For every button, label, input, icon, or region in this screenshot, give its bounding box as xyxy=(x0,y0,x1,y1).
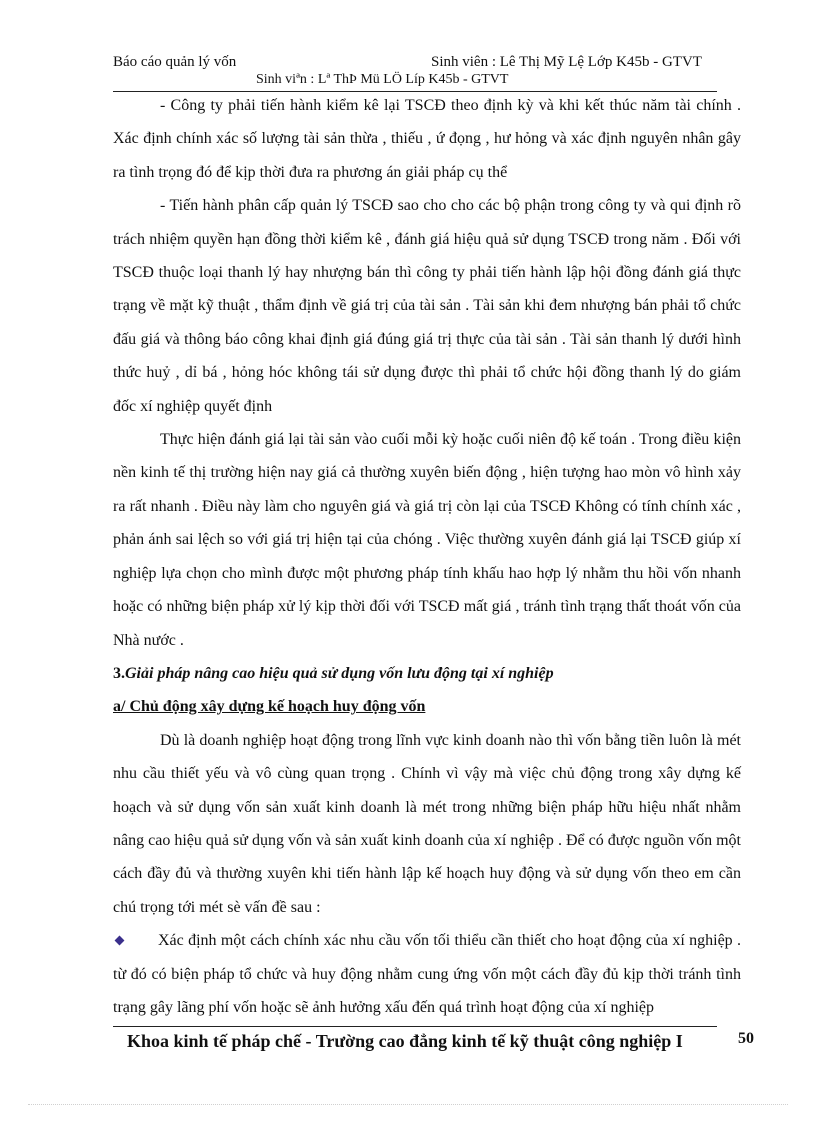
diamond-bullet-icon xyxy=(115,936,125,946)
paragraph-2: - Tiến hành phân cấp quản lý TSCĐ sao cho cho các bộ phận trong công ty và qui định rõ trách nhiệm quyền hạn đồng thời kiểm kê , đánh giá hiệu quả sử dụng TSCĐ trong năm . Đối với TSCĐ thuộc loại thanh lý hay nhượng bán thì công ty phải tiến hành lập hội đồng đánh giá thực trạng về mặt kỹ thuật , thẩm định về giá trị của tài sản . Tài sản khi đem nhượng bán phải tổ chức đấu giá và thông báo công khai định giá đúng giá trị thực của tài sản . Tài sản thanh lý dưới hình thức huỷ , dỉ bá , hỏng hóc không tái sử dụng được thì phải tổ chức hội đồng thanh lý do giám đốc xí nghiệp quyết định xyxy=(113,197,741,415)
section-heading-3-text: Giải pháp nâng cao hiệu quả sử dụng vốn lưu động tại xí nghiệp xyxy=(125,664,554,682)
paragraph-3: Thực hiện đánh giá lại tài sản vào cuối mỗi kỳ hoặc cuối niên độ kế toán . Trong điều kiện nền kinh tế thị trường hiện nay giá cả thường xuyên biến động , hiện tượng hao mòn vô hình xảy ra rất nhanh . Điều này làm cho nguyên giá và giá trị còn lại của TSCĐ Không có tính chính xác , phản ánh sai lệch so với giá trị hiện tại của chóng . Việc thường xuyên đánh giá lại TSCĐ giúp xí nghiệp lựa chọn cho mình được một phương pháp tính khấu hao hợp lý nhằm thu hồi vốn nhanh hoặc có những biện pháp xử lý kịp thời đối với TSCĐ mất giá , tránh tình trạng thất thoát vốn của Nhà nước . xyxy=(113,431,741,649)
section-heading-3 xyxy=(113,657,741,690)
page-header-sub: Sinh viªn : Lª ThÞ Mü LÖ Líp K45b - GTVT xyxy=(256,72,509,87)
document-body xyxy=(113,89,741,1024)
subsection-heading-a: a/ Chủ động xây dựng kế hoạch huy động vốn xyxy=(113,698,426,716)
page-number: 50 xyxy=(738,1030,754,1047)
paragraph-1: - Công ty phải tiến hành kiểm kê lại TSCĐ theo định kỳ và khi kết thúc năm tài chính . Xác định chính xác số lượng tài sản thừa , thiếu , ứ đọng , hư hỏng và xác định nguyên nhân gây ra tình trọng đó để kịp thời đưa ra phương án giải pháp cụ thể xyxy=(113,97,741,181)
page-header-left: Báo cáo quản lý vốn xyxy=(113,54,237,70)
bullet-paragraph-text: Xác định một cách chính xác nhu cầu vốn tối thiểu cần thiết cho hoạt động của xí nghiệp . từ đó có biện pháp tổ chức và huy động nhằm cung ứng vốn một cách đầy đủ kịp thời tránh tình trạng gây lãng phí vốn hoặc sẽ ảnh hưởng xấu đến quá trình hoạt động của xí nghiệp xyxy=(113,932,741,1016)
footer-rule xyxy=(113,1026,717,1027)
page-bottom-dotted-line xyxy=(28,1104,788,1105)
page-footer: Khoa kinh tế pháp chế - Trường cao đẳng kinh tế kỹ thuật công nghiệp I xyxy=(127,1031,683,1051)
section-heading-3-number: 3. xyxy=(113,664,125,682)
paragraph-4: Dù là doanh nghiệp hoạt động trong lĩnh vực kinh doanh nào thì vốn bằng tiền luôn là mét nhu cầu thiết yếu và vô cùng quan trọng . Chính vì vậy mà việc chủ động trong xây dựng kế hoạch và sử dụng vốn sản xuất kinh doanh là mét trong những biện pháp hữu hiệu nhất nhằm nâng cao hiệu quả sử dụng vốn và sản xuất kinh doanh của xí nghiệp . Để có được nguồn vốn một cách đầy đủ và thường xuyên khi tiến hành lập kế hoạch huy động và sử dụng vốn theo em cần chú trọng tới mét sè vấn đề sau : xyxy=(113,731,741,916)
bullet-paragraph xyxy=(113,924,741,1024)
page-header-right: Sinh viên : Lê Thị Mỹ Lệ Lớp K45b - GTVT xyxy=(431,54,702,70)
